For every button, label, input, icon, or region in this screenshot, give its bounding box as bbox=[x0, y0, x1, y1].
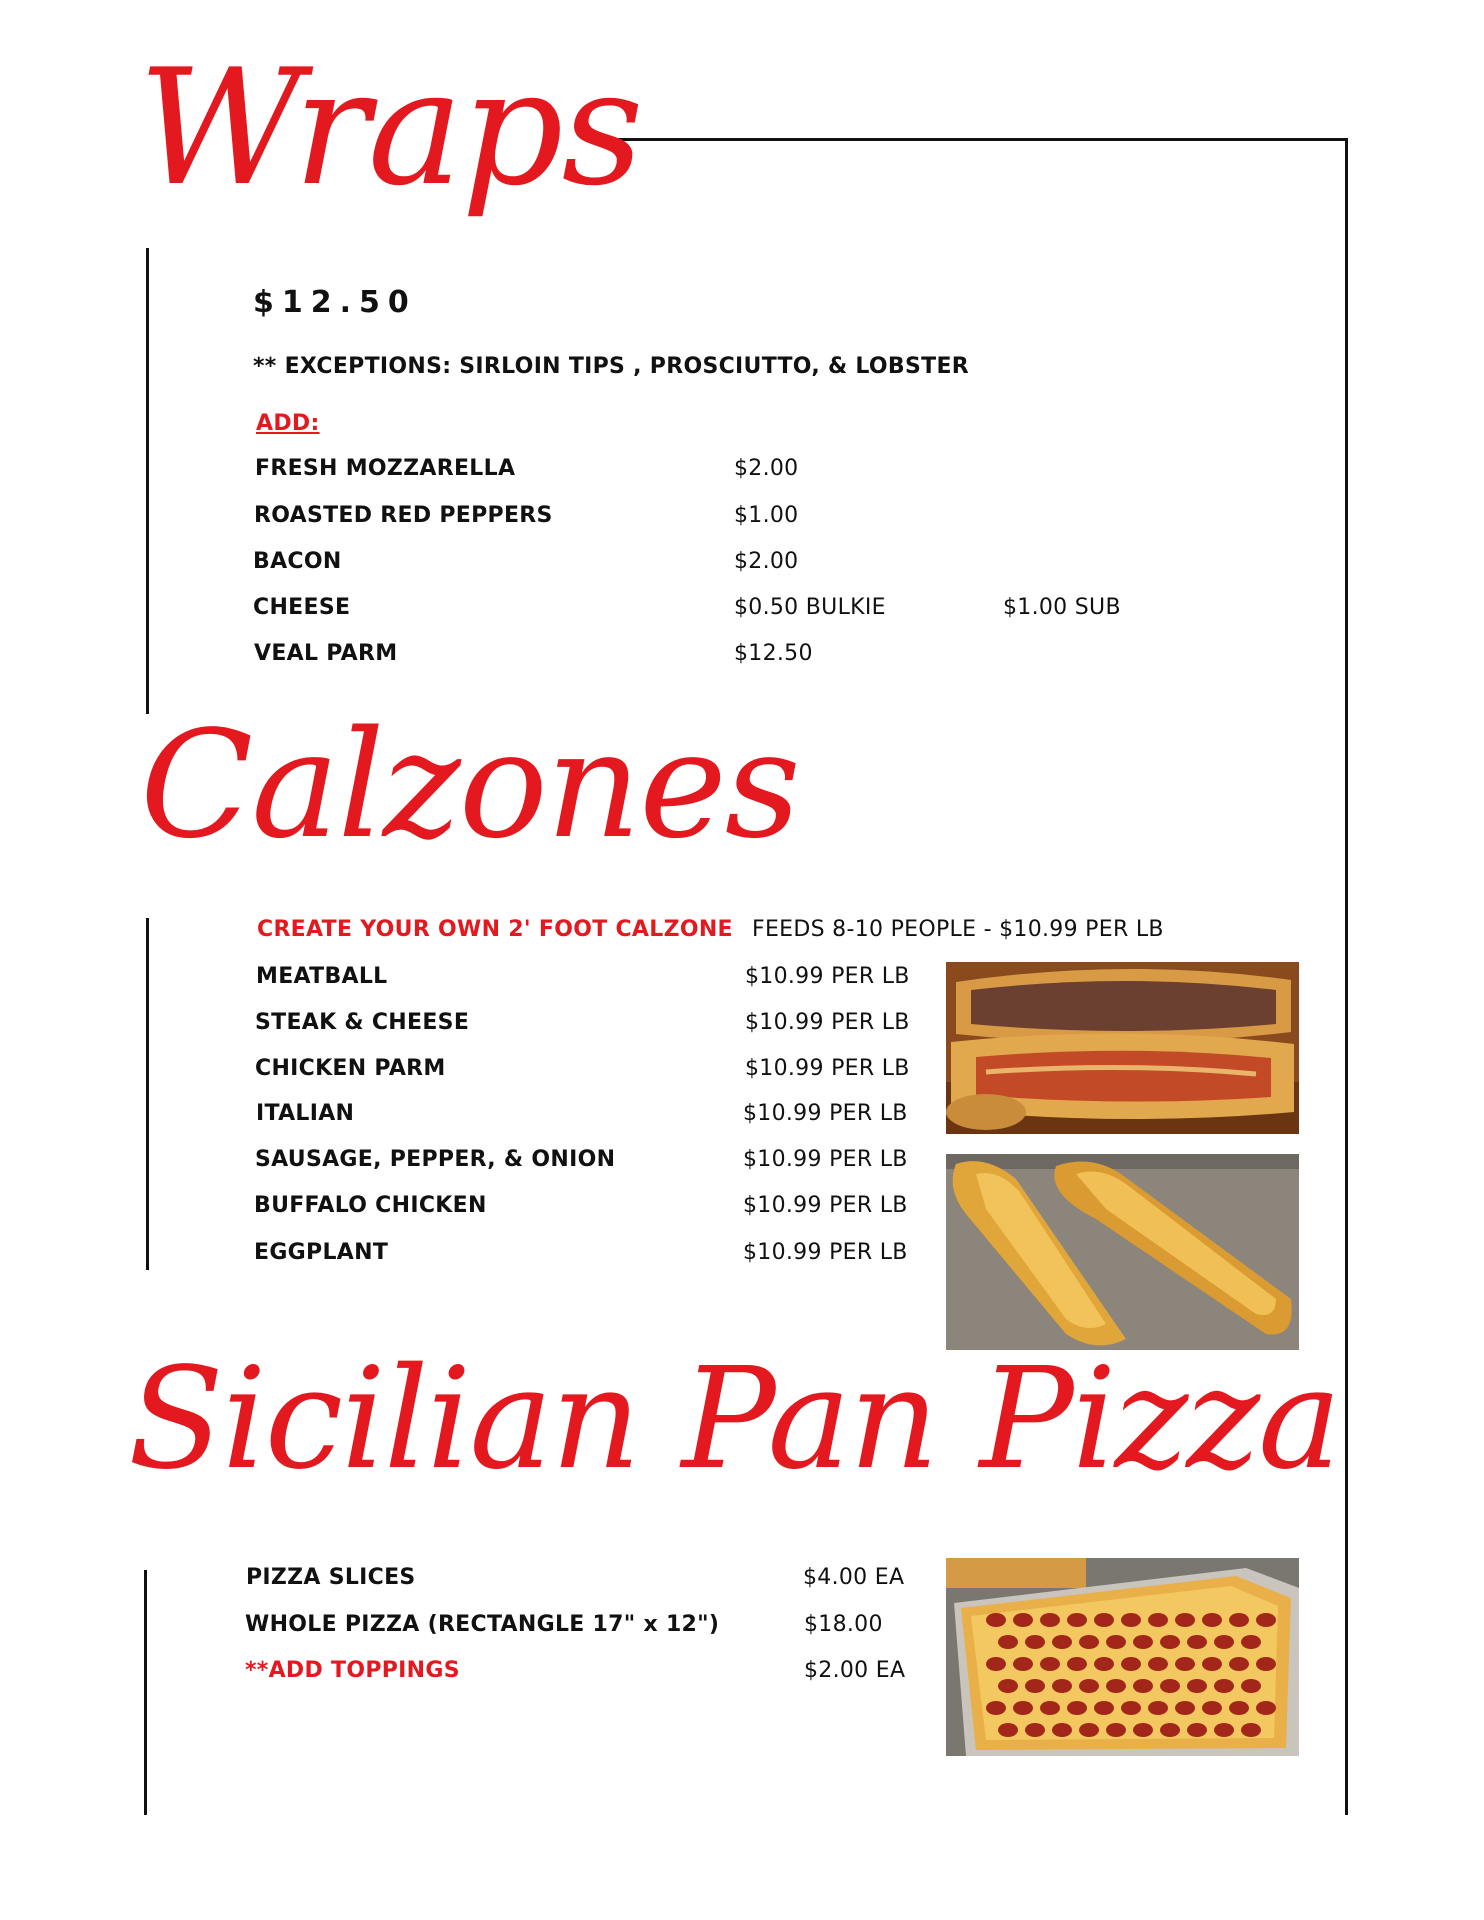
pepperoni bbox=[1121, 1613, 1141, 1627]
addon-name: CHEESE bbox=[253, 595, 351, 620]
pepperoni bbox=[1013, 1613, 1033, 1627]
wraps-price: $12.50 bbox=[253, 285, 417, 320]
pepperoni bbox=[1214, 1635, 1234, 1649]
right-frame-line bbox=[1345, 138, 1348, 1815]
pepperoni bbox=[1160, 1679, 1180, 1693]
pepperoni bbox=[1229, 1657, 1249, 1671]
pepperoni bbox=[1121, 1701, 1141, 1715]
pepperoni bbox=[1229, 1613, 1249, 1627]
addon-price: $2.00 bbox=[734, 549, 799, 574]
addon-name: VEAL PARM bbox=[254, 641, 398, 666]
pepperoni bbox=[1241, 1679, 1261, 1693]
sicilian-pizza-photo bbox=[946, 1558, 1299, 1756]
calzone-price: $10.99 PER LB bbox=[745, 964, 910, 989]
wraps-exceptions: ** EXCEPTIONS: SIRLOIN TIPS , PROSCIUTTO, & LOBSTER bbox=[253, 354, 970, 379]
pepperoni bbox=[1187, 1723, 1207, 1737]
pepperoni bbox=[998, 1679, 1018, 1693]
addon-name: BACON bbox=[253, 549, 342, 574]
pizza-item-price: $18.00 bbox=[804, 1612, 883, 1637]
pepperoni bbox=[1106, 1723, 1126, 1737]
pepperoni bbox=[1121, 1657, 1141, 1671]
pepperoni bbox=[1052, 1723, 1072, 1737]
pepperoni bbox=[1148, 1657, 1168, 1671]
pepperoni bbox=[1079, 1635, 1099, 1649]
pepperoni bbox=[1187, 1679, 1207, 1693]
pepperoni bbox=[1160, 1723, 1180, 1737]
addon-price: $0.50 BULKIE bbox=[734, 595, 886, 620]
pizza-item-name: **ADD TOPPINGS bbox=[245, 1658, 460, 1683]
addon-price: $12.50 bbox=[734, 641, 813, 666]
pepperoni bbox=[1052, 1635, 1072, 1649]
pepperoni bbox=[1079, 1723, 1099, 1737]
calzones-left-line bbox=[146, 918, 149, 1270]
pepperoni bbox=[1106, 1679, 1126, 1693]
pepperoni bbox=[1202, 1657, 1222, 1671]
calzone-name: EGGPLANT bbox=[254, 1240, 389, 1265]
pepperoni bbox=[986, 1657, 1006, 1671]
pepperoni bbox=[1040, 1701, 1060, 1715]
pepperoni bbox=[1133, 1635, 1153, 1649]
pepperoni bbox=[1202, 1701, 1222, 1715]
pepperoni bbox=[1025, 1723, 1045, 1737]
pepperoni bbox=[1160, 1635, 1180, 1649]
calzone-price: $10.99 PER LB bbox=[745, 1010, 910, 1035]
calzone-price: $10.99 PER LB bbox=[745, 1056, 910, 1081]
calzone-price: $10.99 PER LB bbox=[743, 1240, 908, 1265]
calzone-pan-photo bbox=[946, 1154, 1299, 1350]
calzone-name: STEAK & CHEESE bbox=[255, 1010, 470, 1035]
wraps-title: Wraps bbox=[138, 34, 642, 221]
pepperoni bbox=[1094, 1701, 1114, 1715]
pepperoni bbox=[1187, 1635, 1207, 1649]
calzones-create-own: CREATE YOUR OWN 2' FOOT CALZONE bbox=[257, 917, 733, 942]
pepperoni bbox=[1025, 1679, 1045, 1693]
calzone-name: CHICKEN PARM bbox=[255, 1056, 446, 1081]
addon-price-secondary: $1.00 SUB bbox=[1003, 595, 1121, 620]
pepperoni bbox=[1214, 1679, 1234, 1693]
calzones-create-own-info: FEEDS 8-10 PEOPLE - $10.99 PER LB bbox=[752, 917, 1164, 942]
pepperoni bbox=[1175, 1701, 1195, 1715]
pepperoni bbox=[1067, 1701, 1087, 1715]
pepperoni bbox=[1256, 1613, 1276, 1627]
pepperoni bbox=[1052, 1679, 1072, 1693]
calzone-name: BUFFALO CHICKEN bbox=[254, 1193, 487, 1218]
calzone-name: SAUSAGE, PEPPER, & ONION bbox=[255, 1147, 616, 1172]
pepperoni bbox=[1133, 1679, 1153, 1693]
pepperoni bbox=[1094, 1613, 1114, 1627]
calzone-price: $10.99 PER LB bbox=[743, 1193, 908, 1218]
pepperoni bbox=[1025, 1635, 1045, 1649]
pepperoni bbox=[998, 1723, 1018, 1737]
pepperoni bbox=[1175, 1657, 1195, 1671]
calzone-price: $10.99 PER LB bbox=[743, 1147, 908, 1172]
wraps-add-label: ADD: bbox=[256, 411, 320, 436]
pepperoni bbox=[998, 1635, 1018, 1649]
pepperoni bbox=[1106, 1635, 1126, 1649]
pepperoni bbox=[1256, 1701, 1276, 1715]
pepperoni bbox=[1133, 1723, 1153, 1737]
pepperoni bbox=[986, 1701, 1006, 1715]
pepperoni bbox=[1175, 1613, 1195, 1627]
pepperoni bbox=[1148, 1613, 1168, 1627]
pizza-item-price: $2.00 EA bbox=[804, 1658, 906, 1683]
pepperoni bbox=[1040, 1613, 1060, 1627]
addon-name: ROASTED RED PEPPERS bbox=[254, 503, 553, 528]
pizza-item-name: WHOLE PIZZA (RECTANGLE 17" x 12") bbox=[245, 1612, 720, 1637]
wraps-left-line bbox=[146, 248, 149, 714]
pepperoni bbox=[1148, 1701, 1168, 1715]
addon-price: $1.00 bbox=[734, 503, 799, 528]
calzone-name: ITALIAN bbox=[256, 1101, 355, 1126]
pepperoni bbox=[1241, 1635, 1261, 1649]
pepperoni bbox=[1214, 1723, 1234, 1737]
sicilian-title: Sicilian Pan Pizza bbox=[128, 1338, 1340, 1501]
pepperoni bbox=[1013, 1657, 1033, 1671]
pepperoni bbox=[986, 1613, 1006, 1627]
sicilian-left-line bbox=[144, 1570, 147, 1815]
top-frame-line bbox=[604, 138, 1348, 141]
pepperoni bbox=[1202, 1613, 1222, 1627]
pepperoni bbox=[1241, 1723, 1261, 1737]
pizza-item-price: $4.00 EA bbox=[803, 1565, 905, 1590]
calzone-price: $10.99 PER LB bbox=[743, 1101, 908, 1126]
pepperoni bbox=[1094, 1657, 1114, 1671]
addon-name: FRESH MOZZARELLA bbox=[255, 456, 516, 481]
pepperoni bbox=[1040, 1657, 1060, 1671]
pepperoni bbox=[1229, 1701, 1249, 1715]
pepperoni bbox=[1079, 1679, 1099, 1693]
addon-price: $2.00 bbox=[734, 456, 799, 481]
pepperoni bbox=[1256, 1657, 1276, 1671]
calzone-sliced-photo bbox=[946, 962, 1299, 1134]
pepperoni bbox=[1013, 1701, 1033, 1715]
pizza-item-name: PIZZA SLICES bbox=[246, 1565, 416, 1590]
pepperoni bbox=[1067, 1613, 1087, 1627]
pepperoni bbox=[1067, 1657, 1087, 1671]
calzone-name: MEATBALL bbox=[256, 964, 388, 989]
calzones-title: Calzones bbox=[140, 699, 799, 871]
